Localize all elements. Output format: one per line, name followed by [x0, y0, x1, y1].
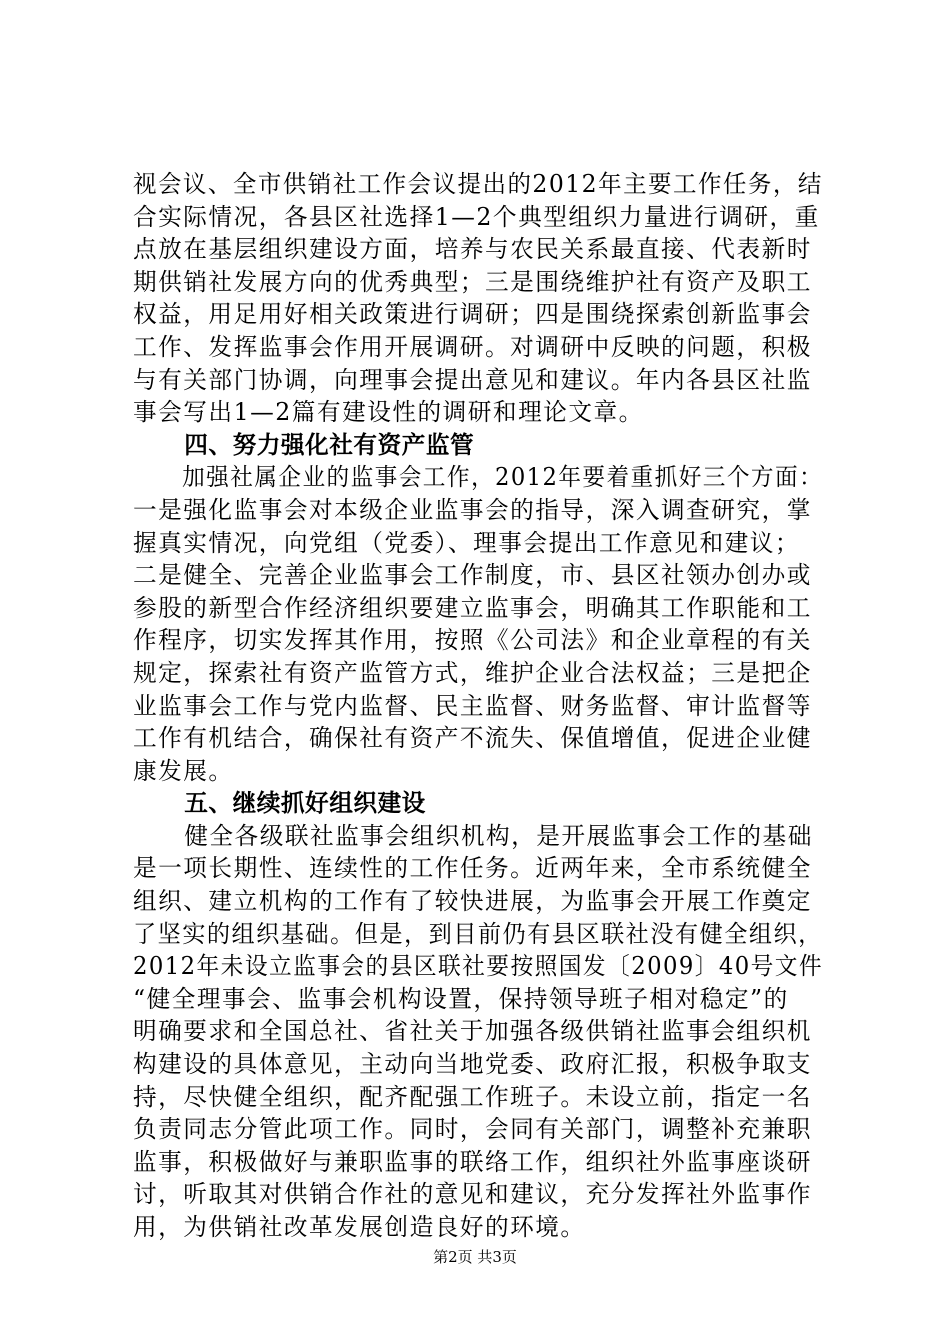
paragraph-line: 合实际情况，各县区社选择1—2个典型组织力量进行调研，重 — [133, 202, 820, 231]
paragraph-line: 规定，探索社有资产监管方式，维护企业合法权益；三是把企 — [133, 658, 812, 687]
paragraph-line: 康发展。 — [133, 756, 234, 785]
paragraph-line: 健全各级联社监事会组织机构，是开展监事会工作的基础 — [184, 821, 813, 850]
paragraph-line: 事会写出1—2篇有建设性的调研和理论文章。 — [133, 398, 644, 427]
paragraph-line: 明确要求和全国总社、省社关于加强各级供销社监事会组织机 — [133, 1017, 812, 1046]
document-body — [133, 168, 833, 1244]
paragraph-line: “健全理事会、监事会机构设置，保持领导班子相对稳定”的 — [133, 984, 789, 1013]
page-footer — [0, 1246, 950, 1267]
paragraph-line: 一是强化监事会对本级企业监事会的指导，深入调查研究，掌 — [133, 495, 812, 524]
paragraph-line: 负责同志分管此项工作。同时，会同有关部门，调整补充兼职 — [133, 1115, 812, 1144]
paragraph-line: 权益，用足用好相关政策进行调研；四是围绕探索创新监事会 — [133, 300, 812, 329]
paragraph-line: 参股的新型合作经济组织要建立监事会，明确其工作职能和工 — [133, 593, 812, 622]
paragraph-line: 工作有机结合，确保社有资产不流失、保值增值，促进企业健 — [133, 724, 812, 753]
section-heading: 四、努力强化社有资产监管 — [184, 430, 475, 459]
paragraph-line: 期供销社发展方向的优秀典型；三是围绕维护社有资产及职工 — [133, 267, 812, 296]
paragraph-line: 握真实情况，向党组（党委）、理事会提出工作意见和建议； — [133, 528, 801, 557]
paragraph-line: 作程序，切实发挥其作用，按照《公司法》和企业章程的有关 — [133, 626, 812, 655]
paragraph-line: 组织、建立机构的工作有了较快进展，为监事会开展工作奠定 — [133, 887, 812, 916]
paragraph-line: 是一项长期性、连续性的工作任务。近两年来，全市系统健全 — [133, 854, 812, 883]
paragraph-line: 讨，听取其对供销合作社的意见和建议，充分发挥社外监事作 — [133, 1180, 812, 1209]
paragraph-line: 构建设的具体意见，主动向当地党委、政府汇报，积极争取支 — [133, 1050, 812, 1079]
page-number-label: 第2页 共3页 — [433, 1248, 517, 1266]
paragraph-line: 点放在基层组织建设方面，培养与农民关系最直接、代表新时 — [133, 235, 812, 264]
paragraph-line: 2012年未设立监事会的县区联社要按照国发〔2009〕40号文件 — [133, 952, 824, 981]
paragraph-line: 视会议、全市供销社工作会议提出的2012年主要工作任务，结 — [133, 170, 823, 198]
paragraph-line: 与有关部门协调，向理事会提出意见和建议。年内各县区社监 — [133, 365, 812, 394]
paragraph-line: 监事，积极做好与兼职监事的联络工作，组织社外监事座谈研 — [133, 1147, 812, 1176]
paragraph-line: 持，尽快健全组织，配齐配强工作班子。未设立前，指定一名 — [133, 1082, 812, 1111]
paragraph-line: 了坚实的组织基础。但是，到目前仍有县区联社没有健全组织， — [133, 919, 823, 948]
paragraph-line: 二是健全、完善企业监事会工作制度，市、县区社领办创办或 — [133, 561, 812, 590]
paragraph-line: 加强社属企业的监事会工作，2012年要着重抓好三个方面： — [182, 463, 824, 492]
paragraph-line: 工作、发挥监事会作用开展调研。对调研中反映的问题，积极 — [133, 332, 812, 361]
paragraph-line: 业监事会工作与党内监督、民主监督、财务监督、审计监督等 — [133, 691, 812, 720]
paragraph-line: 用，为供销社改革发展创造良好的环境。 — [133, 1213, 586, 1241]
section-heading: 五、继续抓好组织建设 — [184, 789, 426, 818]
